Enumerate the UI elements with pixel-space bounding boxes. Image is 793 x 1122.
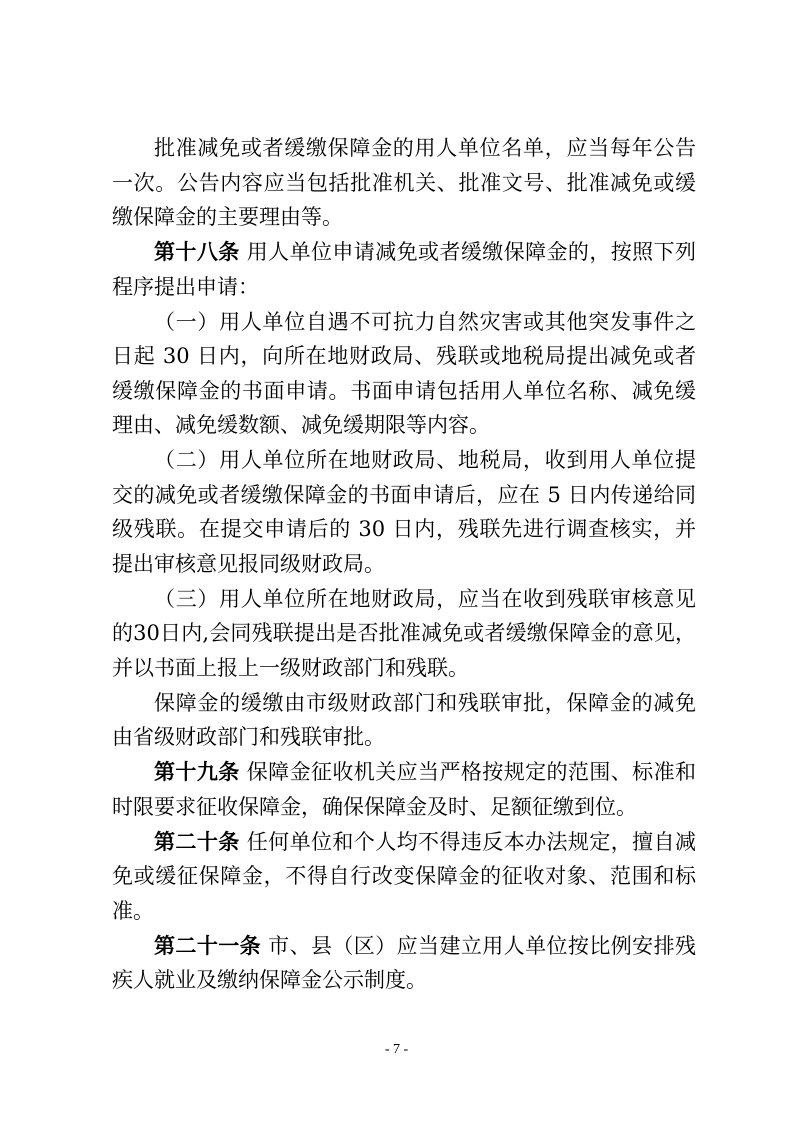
paragraph xyxy=(112,235,696,304)
paragraph xyxy=(112,755,696,824)
article-number: 第二十一条 xyxy=(154,933,262,958)
article-number: 第二十条 xyxy=(154,829,240,854)
paragraph-text: （三）用人单位所在地财政局，应当在收到残联审核意见的30日内,会同残联提出是否批准减免或者缓缴保障金的意见，并以书面上报上一级财政部门和残联。 xyxy=(112,586,696,680)
paragraph xyxy=(112,825,696,929)
paragraph xyxy=(112,305,696,443)
paragraph-text: 保障金征收机关应当严格按规定的范围、标准和时限要求征收保障金，确保保障金及时、足额征缴到位。 xyxy=(112,760,696,819)
paragraph-text: 保障金的缓缴由市级财政部门和残联审批，保障金的减免由省级财政部门和残联审批。 xyxy=(112,690,696,749)
page-number: - 7 - xyxy=(384,1042,409,1057)
article-number: 第十九条 xyxy=(154,760,240,784)
paragraph-text: （二）用人单位所在地财政局、地税局，收到用人单位提交的减免或者缓缴保障金的书面申请后，应在 5 日内传递给同级残联。在提交申请后的 30 日内，残联先进行调查核实，并提出审核意见报同级财政局。 xyxy=(112,448,696,576)
paragraph-text: 市、县（区）应当建立用人单位按比例安排残疾人就业及缴纳保障金公示制度。 xyxy=(112,933,696,992)
paragraph-text: 任何单位和个人均不得违反本办法规定，擅自减免或缓征保障金，不得自行改变保障金的征收对象、范围和标准。 xyxy=(112,829,696,923)
article-number: 第十八条 xyxy=(154,240,240,264)
paragraph-text: （一）用人单位自遇不可抗力自然灾害或其他突发事件之日起 30 日内，向所在地财政局、残联或地税局提出减免或者缓缴保障金的书面申请。书面申请包括用人单位名称、减免缓理由、减免缓数额、减免缓期限等内容。 xyxy=(112,309,696,437)
paragraph xyxy=(112,443,696,581)
paragraph-text: 用人单位申请减免或者缓缴保障金的，按照下列程序提出申请： xyxy=(112,240,696,299)
paragraph xyxy=(112,131,696,235)
paragraph xyxy=(112,929,696,998)
document-body xyxy=(112,131,696,998)
paragraph xyxy=(112,686,696,755)
paragraph xyxy=(112,582,696,686)
paragraph-text: 批准减免或者缓缴保障金的用人单位名单，应当每年公告一次。公告内容应当包括批准机关、批准文号、批准减免或缓缴保障金的主要理由等。 xyxy=(112,136,696,229)
